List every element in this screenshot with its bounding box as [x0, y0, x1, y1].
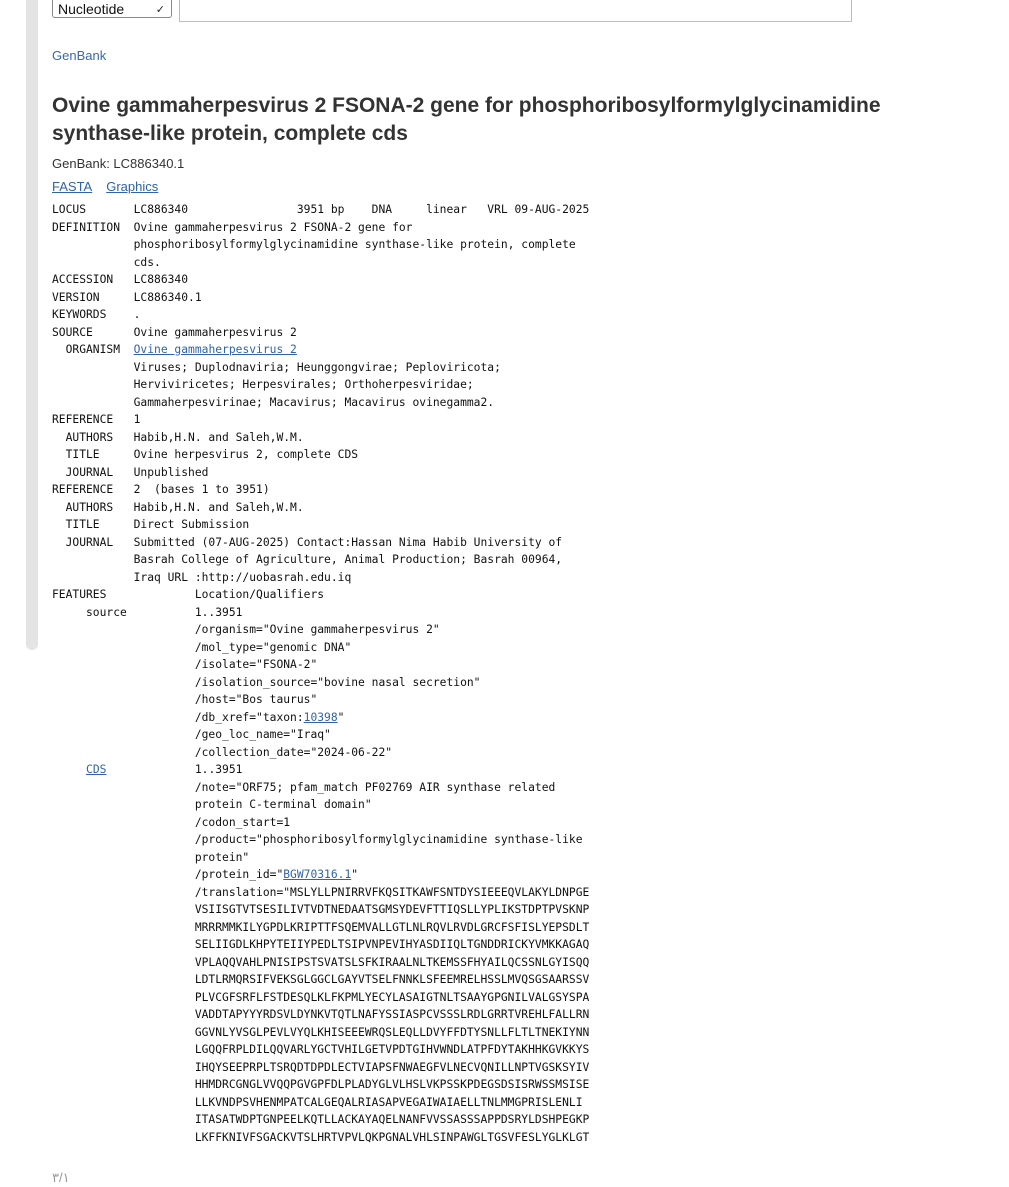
graphics-link[interactable]: Graphics: [106, 179, 159, 194]
organism-link[interactable]: Ovine gammaherpesvirus 2: [133, 343, 297, 356]
flatfile-source-qualifiers: " /geo_loc_name="Iraq" /collection_date="2024-06-22": [194, 710, 393, 759]
genbank-flatfile: [52, 201, 589, 1146]
page-indicator: ٣/١: [52, 1170, 70, 1185]
page-scrollbar[interactable]: [26, 0, 38, 650]
accession-line: GenBank: LC886340.1: [52, 156, 185, 171]
protein-id-link[interactable]: BGW70316.1: [283, 868, 352, 881]
search-input[interactable]: [179, 0, 852, 22]
fasta-link[interactable]: FASTA: [52, 179, 93, 194]
cds-feature-link[interactable]: CDS: [86, 763, 107, 776]
view-links: [52, 179, 172, 194]
page-title: Ovine gammaherpesvirus 2 FSONA-2 gene for phosphoribosylformylglycinamidine synthase-like protein, complete cds: [52, 94, 881, 145]
flatfile-lineage-references: Viruses; Duplodnaviria; Heunggongvirae; Peploviricota; Herviviricetes; Herpesvirales; Orthoherpesviridae; Gammaherpesvirinae; Macavirus; Macavirus ovinegamma2. REFERENCE 1 AUTHORS Habib,H.N. and Saleh,W.M. TITLE Ovine herpesvirus 2, complete CDS JOURNAL Unpublished REFERENCE 2 (bases 1 to 3951) AUTHORS Habib,H.N. and Saleh,W.M. TITLE Direct Submission JOURNAL Submitted (07-AUG-2025) Contact:Hassan Nima Habib University of Basrah College of Agriculture, Animal Production; Basrah 00964, Iraq URL :http://uobasrah.edu.iq FEATURES Location/Qualifiers source 1..3951 /organism="Ovine gammaherpesvirus 2" /mol_type="genomic DNA" /isolate="FSONA-2" /isolation_source="bovine nasal secretion" /host="Bos taurus" /db_xref="taxon:: [52, 360, 563, 724]
database-select-value: Nucleotide: [58, 1, 125, 17]
flatfile-translation: " /translation="MSLYLLPNIRRVFKQSITKAWFSNTDYSIEEEQVLAKYLDNPGE VSIISGTVTSESILIVTVDTNEDAATSGMSYDEVFTTIQSLLYPLIKSTDPTPVSKNP MRRRMMKILYGPDLKRIPTTFSQEMVALLGTLNLRQVLRVDLGRCFSFISLYEPSDLT SELIIGDLKHPYTEIIYPEDLTSIPVNPEVIHYASDIIQLTGNDDRICKYVMKKAGAQ VPLAQQVAHLPNISIPSTSVATSLSFKIRAALNLTKEMSSFHYAILQCSSNLGYISQQ LDTLRMQRSIFVEKSGLGGCLGAYVTSELFNNKLSFEEMRELHSSLMVQSGSAARSSV PLVCGFSRFLFSTDESQLKLFKPMLYECYLASAIGTNLTSAAYGPGNILVALGSYSPA VADDTAPYYYRDSVLDYNKVTQTLNAFYSSIASPCVSSSLRDLGRRTVREHLFALLRN GGVNLYVSGLPEVLVYQLKHISEEEWRQSLEQLLDVYFFDTYSNLLFLTLTNEKIYNN LGQQFRPLDILQQVARLYGCTVHILGETVPDTGIHVWNDLATPFDYTAKHHKGVKKYS IHQYSEEPRPLTSRQDTDPDLECTVIAPSFNWAEGFVLNECVQNILLNPTVGSKSYIV HHMDRCGNGLVVQQPGVGPFDLPLADYGLVLHSLVKPSSKPDEGSDSISRWSSMSISE LLKVNDPSVHENMPATCALGEQALRIASAPVEGAIWAIAELLTNLMMGPRISLENLI ITASATWDPTGNPEELKQTLLACKAYAQELNANFVVSSASSSAPPDSRYLDSHPEGKP LKFFKNIVFSGACKVTSLHRTVPVLQKPGNALVHLSINPAWGLTGSVFESLYGLKLGT: [194, 868, 590, 1144]
flatfile-cds-qualifiers: 1..3951 /note="ORF75; pfam_match PF02769 AIR synthase related protein C-terminal domain" /codon_start=1 /product="phosphoribosylformylglycinamidine synthase-like protein" /protein_id=": [194, 763, 583, 881]
database-select[interactable]: [52, 0, 172, 18]
chevron-down-icon: ✓: [155, 3, 165, 16]
database-label-link[interactable]: GenBank: [52, 48, 107, 63]
taxon-link[interactable]: 10398: [303, 710, 338, 724]
flatfile-header: LOCUS LC886340 3951 bp DNA linear VRL 09-AUG-2025 DEFINITION Ovine gammaherpesvirus 2 FSONA-2 gene for phosphoribosylformylglycinamidine synthase-like protein, complete cds. ACCESSION LC886340 VERSION LC886340.1 KEYWORDS . SOURCE Ovine gammaherpesvirus 2 ORGANISM: [52, 203, 590, 356]
